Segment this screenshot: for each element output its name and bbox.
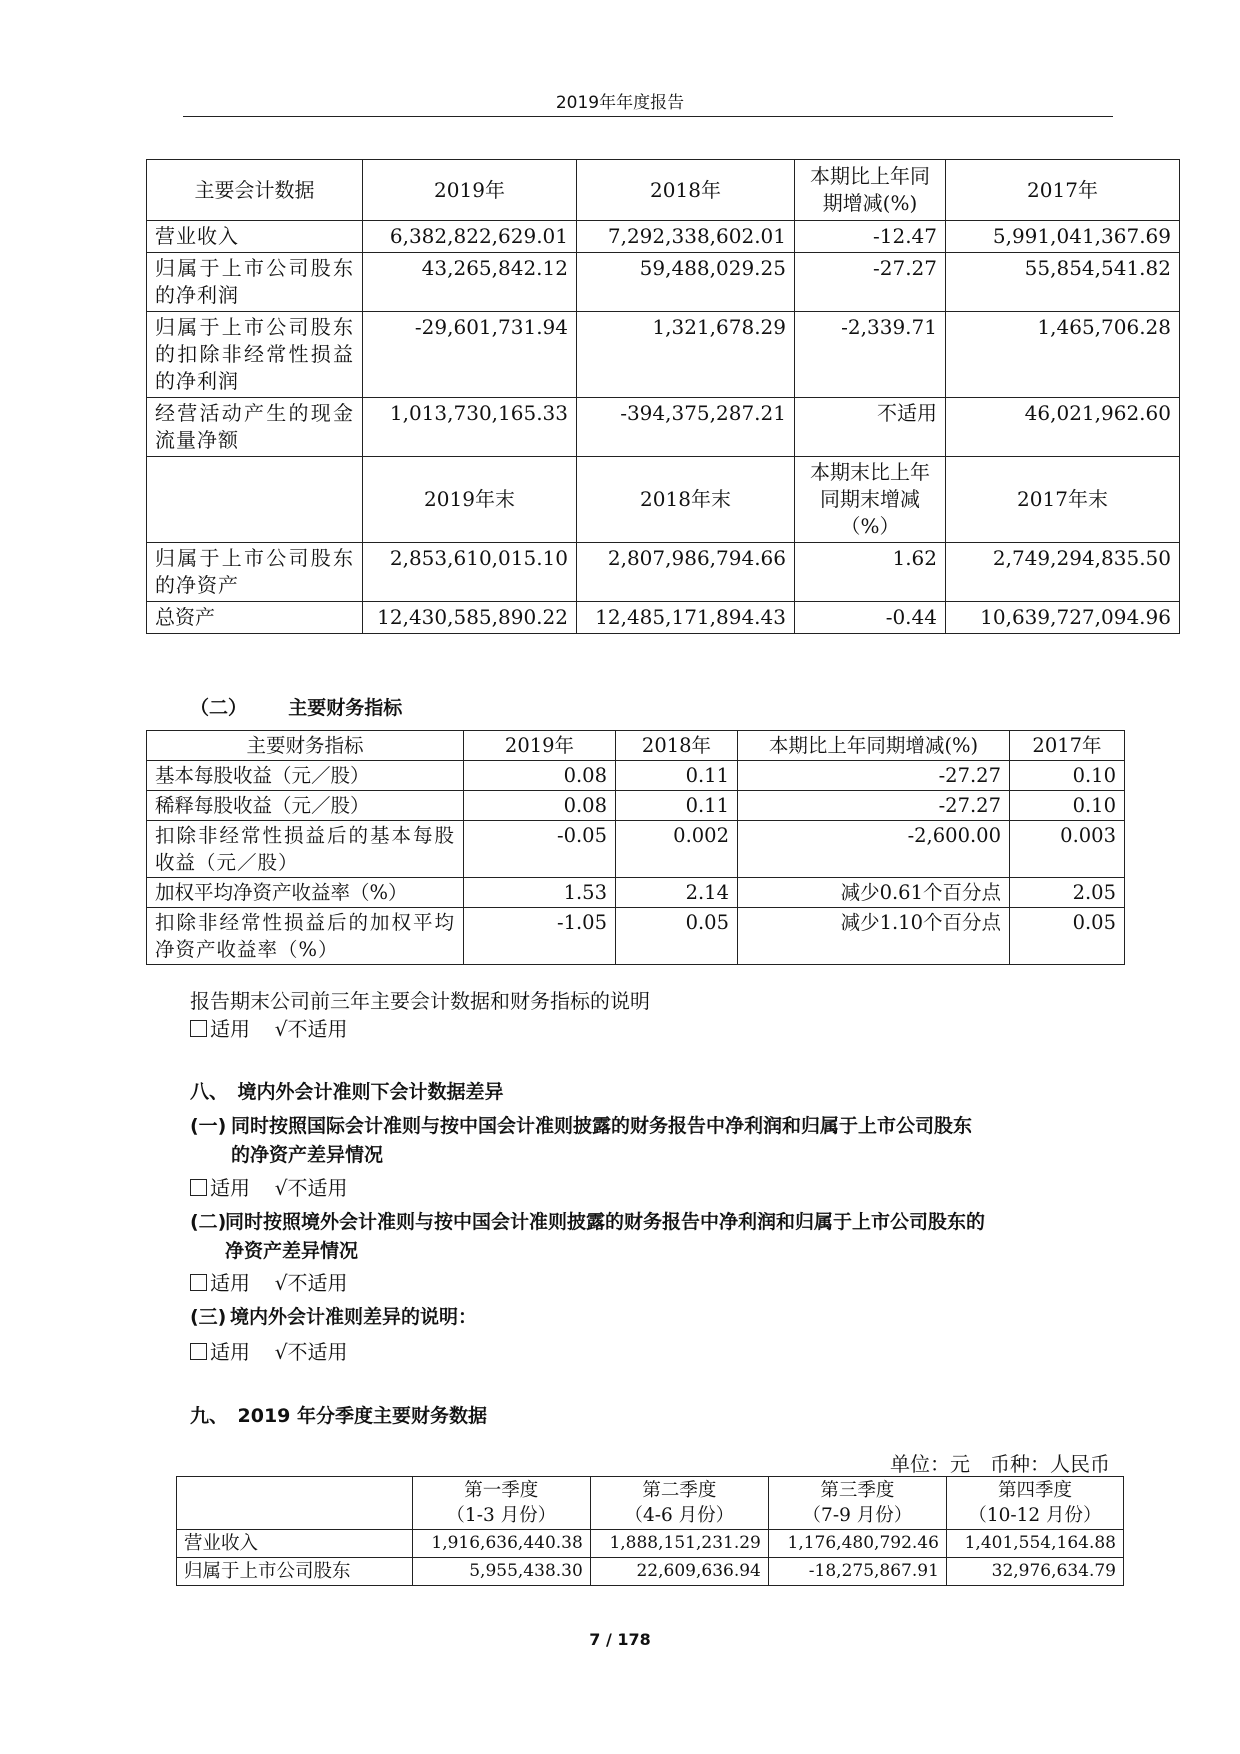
cell-value: 1,888,151,231.29 [590,1530,768,1558]
header-cell [946,1477,1123,1530]
cell-value: 12,485,171,894.43 [577,602,795,634]
row-label: 归属于上市公司股东的净资产 [147,543,363,602]
cell-value: 10,639,727,094.96 [946,602,1180,634]
row-label: 基本每股收益（元／股） [147,761,464,791]
table-row [147,398,1180,457]
row-label: 扣除非经常性损益后的加权平均净资产收益率（%） [147,908,464,965]
cell-value: 减少1.10个百分点 [738,908,1010,965]
header-line2: （4-6 月份） [624,1505,735,1526]
cell-value: 6,382,822,629.01 [363,221,577,253]
cell-value: 7,292,338,602.01 [577,221,795,253]
row-label: 经营活动产生的现金流量净额 [147,398,363,457]
cell-value: 2,749,294,835.50 [946,543,1180,602]
cell-value: -0.44 [795,602,946,634]
cell-value: -2,600.00 [738,821,1010,878]
cell-value: 0.002 [616,821,738,878]
header-cell: 2018年末 [577,457,795,543]
row-label: 稀释每股收益（元／股） [147,791,464,821]
section-8-sub2-line2: 净资产差异情况 [225,1240,359,1262]
header-cell: 主要财务指标 [147,731,464,761]
header-line2: （1-3 月份） [446,1505,557,1526]
table-row [147,253,1180,312]
row-label: 总资产 [147,602,363,634]
cell-value: 5,991,041,367.69 [946,221,1180,253]
section-8-sub3-line1: 境内外会计准则差异的说明： [230,1306,478,1328]
table-row [147,312,1180,398]
row-label: 归属于上市公司股东 [177,1558,413,1586]
cell-value: 2,807,986,794.66 [577,543,795,602]
cell-value: -2,339.71 [795,312,946,398]
header-divider [183,116,1113,117]
cell-value: 0.10 [1010,761,1125,791]
table-row [177,1530,1124,1558]
cell-value: 46,021,962.60 [946,398,1180,457]
header-cell [177,1477,413,1530]
cell-value: 0.003 [1010,821,1125,878]
option-row-4 [190,1336,347,1365]
option-row-2 [190,1172,347,1201]
accounting-data-table [146,159,1180,634]
header-cell: 2019年末 [363,457,577,543]
section-8-sub1-line2: 的净资产差异情况 [231,1144,384,1166]
table-row [147,602,1180,634]
section-8-sub1-line1: 同时按照国际会计准则与按中国会计准则披露的财务报告中净利润和归属于上市公司股东 [231,1115,973,1137]
header-cell: 本期末比上年同期末增减（%） [795,457,946,543]
table-row [147,908,1125,965]
option-not-applicable: √不适用 [274,1340,348,1364]
header-cell [768,1477,946,1530]
header-cell: 2017年 [1010,731,1125,761]
cell-value: 1,321,678.29 [577,312,795,398]
cell-value: 43,265,842.12 [363,253,577,312]
row-label: 营业收入 [177,1530,413,1558]
cell-value: 0.11 [616,761,738,791]
cell-value: -29,601,731.94 [363,312,577,398]
option-row-3 [190,1267,347,1296]
header-cell: 主要会计数据 [147,160,363,221]
table-header-row [177,1477,1124,1530]
header-cell: 本期比上年同期增减(%) [738,731,1010,761]
cell-value: 1.53 [464,878,616,908]
row-label: 归属于上市公司股东的扣除非经常性损益的净利润 [147,312,363,398]
cell-value: -1.05 [464,908,616,965]
header-line1: 第二季度 [642,1480,717,1501]
cell-value: 55,854,541.82 [946,253,1180,312]
row-label: 扣除非经常性损益后的基本每股收益（元／股） [147,821,464,878]
cell-value: 2.05 [1010,878,1125,908]
option-applicable: 适用 [210,1176,250,1200]
header-cell: 2017年 [946,160,1180,221]
cell-value: 1,465,706.28 [946,312,1180,398]
checkbox-icon[interactable] [190,1343,207,1360]
cell-value: -27.27 [738,791,1010,821]
table-row [147,221,1180,253]
option-not-applicable: √不适用 [274,1176,348,1200]
page-number: 7 / 178 [589,1630,651,1649]
quarterly-data-table [176,1476,1124,1586]
header-cell [412,1477,590,1530]
checkbox-icon[interactable] [190,1179,207,1196]
row-label: 加权平均净资产收益率（%） [147,878,464,908]
page-header-title: 2019年年度报告 [555,93,685,113]
cell-value: 0.08 [464,761,616,791]
checkbox-icon[interactable] [190,1020,207,1037]
header-cell: 2018年 [616,731,738,761]
table-header-row [147,160,1180,221]
cell-value: 1,401,554,164.88 [946,1530,1123,1558]
cell-value: 不适用 [795,398,946,457]
cell-value: 0.05 [1010,908,1125,965]
cell-value: 59,488,029.25 [577,253,795,312]
section-8-sub2-line1: 同时按照境外会计准则与按中国会计准则披露的财务报告中净利润和归属于上市公司股东的 [225,1211,986,1233]
cell-value: 1,176,480,792.46 [768,1530,946,1558]
header-line2: （10-12 月份） [968,1505,1102,1526]
header-cell: 2019年 [363,160,577,221]
header-cell: 2018年 [577,160,795,221]
cell-value: 22,609,636.94 [590,1558,768,1586]
option-row-1 [190,1013,347,1042]
cell-value: -27.27 [795,253,946,312]
table-row [147,543,1180,602]
cell-value: 2,853,610,015.10 [363,543,577,602]
header-cell: 2017年末 [946,457,1180,543]
option-applicable: 适用 [210,1271,250,1295]
table-row [147,761,1125,791]
option-not-applicable: √不适用 [274,1271,348,1295]
header-cell [147,457,363,543]
section-8-title: 八、 境内外会计准则下会计数据差异 [190,1081,504,1103]
section-2-title: 主要财务指标 [288,697,403,719]
section-8-sub2-num: (二) [190,1211,227,1233]
option-applicable: 适用 [210,1017,250,1041]
unit-currency-label: 单位：元 币种：人民币 [890,1452,1110,1476]
financial-indicators-table [146,730,1125,965]
header-line1: 第一季度 [464,1480,539,1501]
cell-value: 1,013,730,165.33 [363,398,577,457]
cell-value: 0.08 [464,791,616,821]
cell-value: 0.05 [616,908,738,965]
cell-value: 1,916,636,440.38 [412,1530,590,1558]
option-not-applicable: √不适用 [274,1017,348,1041]
section-2-heading [190,693,402,720]
row-label: 营业收入 [147,221,363,253]
header-cell: 本期比上年同期增减(%) [795,160,946,221]
cell-value: -27.27 [738,761,1010,791]
cell-value: 5,955,438.30 [412,1558,590,1586]
section-8-sub3-num: (三) [190,1306,227,1328]
header-line1: 第三季度 [820,1480,895,1501]
table-header-row [147,731,1125,761]
table-row [177,1558,1124,1586]
cell-value: 减少0.61个百分点 [738,878,1010,908]
header-line2: （7-9 月份） [802,1505,913,1526]
cell-value: 0.10 [1010,791,1125,821]
cell-value: 32,976,634.79 [946,1558,1123,1586]
table-row [147,878,1125,908]
cell-value: -394,375,287.21 [577,398,795,457]
cell-value: -12.47 [795,221,946,253]
section-8-sub1-num: (一) [190,1115,227,1137]
header-cell [590,1477,768,1530]
checkbox-icon[interactable] [190,1274,207,1291]
table-row [147,791,1125,821]
cell-value: 0.11 [616,791,738,821]
table-row [147,821,1125,878]
cell-value: -0.05 [464,821,616,878]
cell-value: 1.62 [795,543,946,602]
indicators-note: 报告期末公司前三年主要会计数据和财务指标的说明 [190,989,650,1013]
header-line1: 第四季度 [997,1480,1072,1501]
cell-value: 2.14 [616,878,738,908]
cell-value: -18,275,867.91 [768,1558,946,1586]
row-label: 归属于上市公司股东的净利润 [147,253,363,312]
table-subheader-row [147,457,1180,543]
header-cell: 2019年 [464,731,616,761]
section-9-title: 九、 2019 年分季度主要财务数据 [190,1405,487,1427]
cell-value: 12,430,585,890.22 [363,602,577,634]
option-applicable: 适用 [210,1340,250,1364]
section-2-number: （二） [190,697,248,719]
